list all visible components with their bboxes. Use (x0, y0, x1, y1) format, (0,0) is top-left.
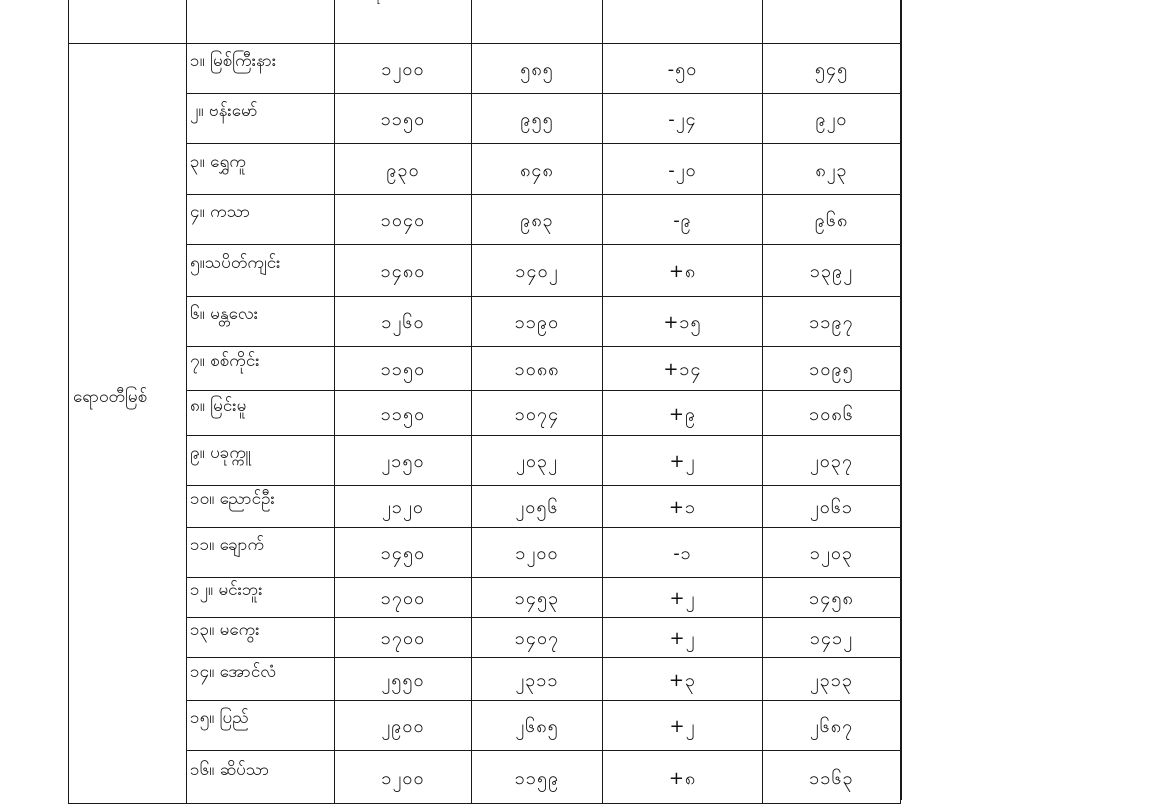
cell-value: ၂၆၈၇ (809, 716, 854, 737)
table-row (69, 144, 901, 195)
cell-value: +၂ (669, 451, 696, 472)
value-cell-col1 (335, 618, 472, 658)
value-cell-col2 (472, 618, 603, 658)
station-name-cell (187, 44, 335, 94)
header-cell-col4 (763, 0, 901, 44)
station-name-cell (187, 195, 335, 245)
value-cell-col1 (335, 297, 472, 347)
cell-value: ၁၄၁၂ (809, 628, 854, 649)
cell-value: +၂ (669, 588, 696, 609)
value-cell-col2 (472, 144, 603, 195)
cell-value: +၁၅ (663, 312, 702, 333)
station-name-cell (187, 391, 335, 436)
cell-value: -၂၀ (668, 159, 697, 181)
cell-value: ၁၂၀၃ (809, 543, 854, 564)
cell-value: +၁ (668, 497, 697, 518)
value-cell-col4 (763, 618, 901, 658)
cell-value: ၁၁၅၀ (380, 359, 426, 380)
header-cell-region (69, 0, 187, 44)
cell-value: ၁၀၉၅ (809, 359, 854, 380)
value-cell-col3 (603, 751, 763, 804)
value-cell-col3 (603, 578, 763, 618)
station-name: ၁၁။ ချောက် (190, 535, 265, 555)
value-cell-col1 (335, 94, 472, 144)
value-cell-col3 (603, 486, 763, 528)
cell-value: +၂ (669, 716, 696, 737)
cell-value: -၉ (673, 210, 692, 231)
table-body (69, 44, 901, 804)
value-cell-col1 (335, 701, 472, 751)
region-cell (69, 44, 187, 804)
header-cell-station (187, 0, 335, 44)
cell-value: ၂၀၆၁ (809, 497, 854, 518)
station-name-cell (187, 245, 335, 297)
station-name: ၇။ စစ်ကိုင်း (190, 351, 260, 371)
cell-value: ၁၄၀၂ (515, 261, 559, 282)
cell-value: ၉၈၃ (520, 210, 554, 231)
cell-value: +၈ (668, 767, 697, 789)
cell-value: ၂၉၀၀ (381, 716, 425, 737)
value-cell-col4 (763, 486, 901, 528)
cell-value: +၂ (669, 628, 696, 649)
value-cell-col1 (335, 347, 472, 391)
cell-value: ၁၄၅၀ (380, 543, 426, 564)
value-cell-col1 (335, 658, 472, 701)
cell-value: ၁၁၉၇ (809, 312, 854, 333)
cell-value: ၉၆၈ (814, 210, 849, 231)
station-name: ၈။ မြင်းမူ (190, 395, 247, 416)
value-cell-col1 (335, 528, 472, 578)
cell-value: ၁၄၅၈ (809, 588, 854, 609)
cell-value: ၉၂၀ (815, 109, 848, 130)
value-cell-col1 (335, 195, 472, 245)
value-cell-col4 (763, 94, 901, 144)
station-name: ၉။ ပခုက္ကူ (190, 443, 251, 463)
value-cell-col4 (763, 578, 901, 618)
cell-value: ၁၇၀၀ (380, 628, 426, 649)
table-row (69, 297, 901, 347)
cell-value: ၅၄၅ (814, 59, 849, 80)
value-cell-col3 (603, 297, 763, 347)
value-cell-col2 (472, 297, 603, 347)
right-border-line (900, 0, 902, 800)
station-name-cell (187, 618, 335, 658)
value-cell-col4 (763, 144, 901, 195)
value-cell-col2 (472, 528, 603, 578)
cell-value: +၃ (668, 669, 697, 691)
cell-value: ၁၂၀၀ (381, 59, 425, 80)
value-cell-col3 (603, 195, 763, 245)
cell-value: ၂၆၈၅ (515, 716, 559, 737)
cell-value: ၁၁၉၀ (514, 312, 560, 333)
station-name-cell (187, 528, 335, 578)
value-cell-col4 (763, 701, 901, 751)
table-row (69, 44, 901, 94)
cell-value: ၈၄၈ (520, 159, 554, 181)
table-row (69, 578, 901, 618)
cell-value: ၂၁၂၀ (382, 497, 424, 518)
header-partial-text (366, 0, 440, 43)
value-cell-col3 (603, 436, 763, 486)
cell-value: -၁ (673, 543, 692, 564)
cell-value: ၁၂၀၀ (515, 543, 559, 564)
header-cell-col1 (335, 0, 472, 44)
cell-value: ၁၃၉၂ (809, 261, 854, 282)
data-table (68, 0, 901, 804)
station-name-cell (187, 436, 335, 486)
station-name: ၂။ ဗန်းမော် (190, 101, 258, 121)
cell-value: ၂၀၃၂ (516, 451, 558, 472)
value-cell-col1 (335, 486, 472, 528)
cell-value: ၁၄၀၇ (514, 628, 560, 649)
station-name: ၁၂။ မင်းဘူး (190, 580, 263, 600)
header-row (69, 0, 901, 44)
value-cell-col2 (472, 436, 603, 486)
value-cell-col4 (763, 297, 901, 347)
station-name-cell (187, 347, 335, 391)
table-row (69, 347, 901, 391)
cell-value: ၉၃၀ (386, 159, 420, 181)
value-cell-col1 (335, 578, 472, 618)
table-row (69, 391, 901, 436)
table-row (69, 528, 901, 578)
station-name-cell (187, 658, 335, 701)
value-cell-col1 (335, 245, 472, 297)
value-cell-col2 (472, 347, 603, 391)
station-name: ၄။ ကသာ (190, 202, 251, 222)
value-cell-col3 (603, 144, 763, 195)
cell-value: ၅၈၅ (520, 59, 554, 80)
cell-value: ၁၂၀၀ (381, 767, 425, 789)
cell-value: ၁၁၅၀ (380, 109, 426, 130)
value-cell-col4 (763, 195, 901, 245)
value-cell-col2 (472, 94, 603, 144)
value-cell-col4 (763, 528, 901, 578)
value-cell-col2 (472, 658, 603, 701)
station-name: ၁၄။ အောင်လံ (190, 661, 277, 682)
cell-value: ၂၃၁၁ (515, 669, 559, 691)
value-cell-col3 (603, 44, 763, 94)
table-row (69, 436, 901, 486)
station-name-cell (187, 751, 335, 804)
header-cell-col3 (603, 0, 763, 44)
value-cell-col1 (335, 751, 472, 804)
cell-value: ၁၀၈၈ (514, 359, 560, 380)
cell-value: ၂၃၁၃ (809, 669, 854, 691)
value-cell-col3 (603, 701, 763, 751)
cell-value: -၂၄ (668, 109, 697, 130)
station-name-cell (187, 578, 335, 618)
value-cell-col4 (763, 751, 901, 804)
value-cell-col2 (472, 701, 603, 751)
station-name: ၃။ ရွှေကူ (190, 151, 247, 172)
cell-value: ၂၁၅၀ (381, 451, 425, 472)
value-cell-col3 (603, 658, 763, 701)
table-row (69, 486, 901, 528)
cell-value: ၁၄၈၀ (380, 261, 426, 282)
value-cell-col3 (603, 347, 763, 391)
table-row (69, 658, 901, 701)
cell-value: +၈ (668, 261, 697, 282)
cell-value: ၁၀၈၆ (809, 403, 854, 425)
value-cell-col4 (763, 391, 901, 436)
value-cell-col1 (335, 436, 472, 486)
cell-value: ၁၁၅၉ (514, 767, 560, 789)
station-name: ၁၅။ ပြည် (190, 708, 249, 728)
value-cell-col3 (603, 391, 763, 436)
value-cell-col2 (472, 578, 603, 618)
cell-value: ၈၂၃ (815, 159, 848, 181)
cell-value: ၂၀၃၇ (809, 451, 854, 472)
station-name: ၁၃။ မကွေး (190, 620, 260, 640)
value-cell-col4 (763, 44, 901, 94)
station-name: ၅။သပိတ်ကျင်း (190, 253, 281, 273)
value-cell-col4 (763, 658, 901, 701)
station-name-cell (187, 144, 335, 195)
value-cell-col1 (335, 391, 472, 436)
station-name: ၁၀။ ညောင်ဦး (190, 489, 275, 509)
station-name-cell (187, 297, 335, 347)
table-row (69, 701, 901, 751)
value-cell-col2 (472, 751, 603, 804)
cell-value: ၁၁၆၃ (809, 767, 854, 789)
cell-value: ၁၇၀၀ (380, 588, 426, 609)
value-cell-col1 (335, 144, 472, 195)
value-cell-col2 (472, 486, 603, 528)
cell-value: ၁၀၄၀ (380, 210, 426, 231)
value-cell-col2 (472, 391, 603, 436)
station-name-cell (187, 94, 335, 144)
value-cell-col4 (763, 347, 901, 391)
value-cell-col4 (763, 245, 901, 297)
cell-value: +၉ (668, 403, 697, 425)
station-name: ၆။ မန္တလေး (190, 304, 259, 324)
station-name: ၁၆။ ဆိပ်သာ (190, 759, 270, 780)
value-cell-col2 (472, 195, 603, 245)
table-row (69, 195, 901, 245)
value-cell-col4 (763, 436, 901, 486)
cell-value: ၁၄၅၃ (514, 588, 560, 609)
header-cell-col2 (472, 0, 603, 44)
table-row (69, 618, 901, 658)
value-cell-col3 (603, 245, 763, 297)
cell-value: ၁၁၅၀ (380, 403, 426, 425)
cell-value: ၁၂၆၀ (381, 312, 425, 333)
cell-value: ၂၅၅၀ (381, 669, 425, 691)
cell-value: -၅၀ (667, 59, 698, 80)
table-row (69, 245, 901, 297)
cell-value: ၂၀၅၆ (515, 497, 559, 518)
table-row (69, 751, 901, 804)
value-cell-col1 (335, 44, 472, 94)
value-cell-col2 (472, 44, 603, 94)
station-name: ၁။ မြစ်ကြီးနား (190, 51, 277, 71)
value-cell-col3 (603, 94, 763, 144)
cell-value: ၁၀၇၄ (514, 403, 560, 425)
cell-value: ၉၅၅ (520, 109, 554, 130)
value-cell-col3 (603, 528, 763, 578)
value-cell-col3 (603, 618, 763, 658)
table-row (69, 94, 901, 144)
cell-value: +၁၄ (663, 359, 702, 380)
station-name-cell (187, 701, 335, 751)
value-cell-col2 (472, 245, 603, 297)
region-name: ရောဝတီမြစ် (73, 387, 148, 407)
station-name-cell (187, 486, 335, 528)
